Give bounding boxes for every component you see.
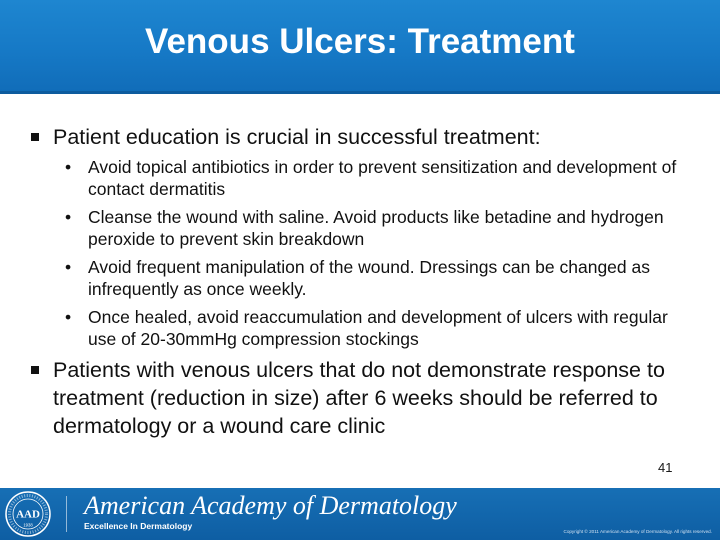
dot-bullet-icon: • <box>65 307 72 327</box>
sub-bullet-text: Cleanse the wound with saline. Avoid products like betadine and hydrogen peroxide to prevent skin breakdown <box>88 207 664 249</box>
sub-bullet-text: Avoid topical antibiotics in order to prevent sensitization and development of contact dermatitis <box>88 157 677 199</box>
bullet-text: Patient education is crucial in successful treatment: <box>53 125 541 149</box>
slide-number: 41 <box>658 460 673 475</box>
bullet-text: Patients with venous ulcers that do not demonstrate response to treatment (reduction in size) after 6 weeks should be referred to dermatology or a wound care clinic <box>53 358 665 438</box>
seal-letters: AAD <box>16 508 40 521</box>
organization-name: American Academy of Dermatology <box>84 491 457 520</box>
square-bullet-icon <box>31 366 39 374</box>
seal-year: 1938 <box>23 522 33 528</box>
sub-bullet-saline <box>29 206 699 250</box>
sub-bullet-compression <box>29 306 699 350</box>
bullet-level1-education <box>29 123 699 151</box>
bullet-level1-referral <box>29 356 699 440</box>
square-bullet-icon <box>31 133 39 141</box>
sub-bullet-antibiotics <box>29 156 699 200</box>
slide-title: Venous Ulcers: Treatment <box>145 22 575 61</box>
copyright-notice: Copyright © 2011 American Academy of Dermatology. All rights reserved. <box>563 529 712 534</box>
slide-body <box>29 123 699 445</box>
footer-divider <box>66 496 67 532</box>
aad-seal-logo-icon <box>4 490 52 538</box>
dot-bullet-icon: • <box>65 257 72 277</box>
sub-bullet-text: Avoid frequent manipulation of the wound. Dressings can be changed as infrequently as once weekly. <box>88 257 650 299</box>
sub-bullet-text: Once healed, avoid reaccumulation and development of ulcers with regular use of 20-30mmHg compression stockings <box>88 307 668 349</box>
footer-bar <box>0 488 720 540</box>
dot-bullet-icon: • <box>65 157 72 177</box>
title-bar-edge <box>0 91 720 94</box>
title-bar <box>0 0 720 94</box>
sub-bullet-manipulation <box>29 256 699 300</box>
dot-bullet-icon: • <box>65 207 72 227</box>
organization-tagline: Excellence In Dermatology <box>84 521 193 531</box>
